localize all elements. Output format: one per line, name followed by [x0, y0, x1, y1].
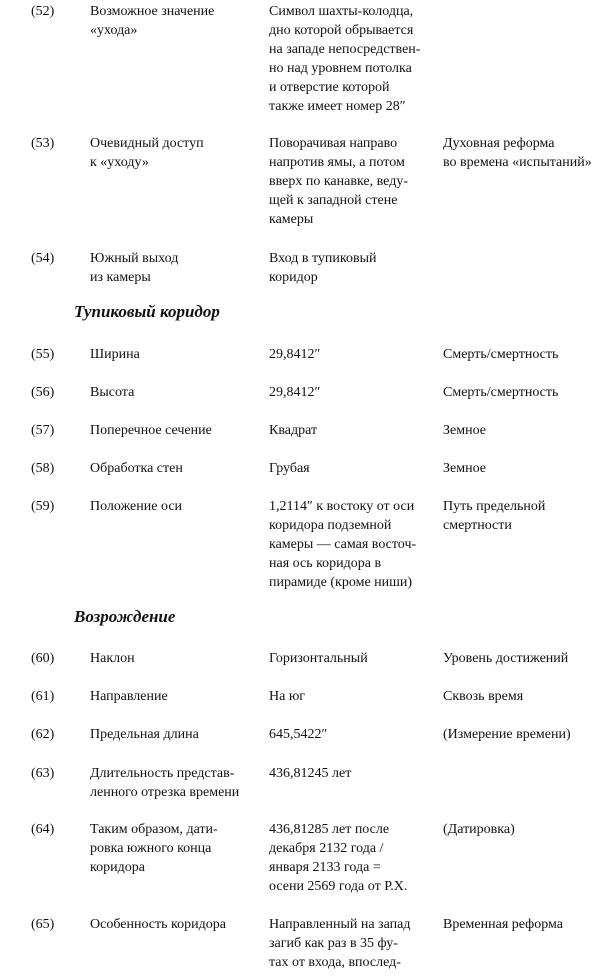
parameter-meaning: Духовная реформа во времена «испытаний» — [443, 136, 592, 170]
entry-number: (56) — [31, 385, 55, 400]
parameter-value: Квадрат — [269, 423, 318, 438]
parameter-meaning: (Датировка) — [443, 822, 515, 837]
parameter-name: Обработка стен — [90, 461, 183, 476]
entry-number: (52) — [31, 4, 55, 19]
entry-number: (65) — [31, 917, 55, 932]
parameter-name: Длительность представ- ленного отрезка времени — [90, 766, 240, 800]
parameter-meaning: (Измерение времени) — [443, 727, 571, 742]
parameter-meaning: Земное — [443, 461, 486, 476]
entry-number: (55) — [31, 347, 55, 362]
parameter-name: Таким образом, дати- ровка южного конца коридора — [90, 822, 218, 875]
entry-number: (53) — [31, 136, 55, 151]
parameter-meaning: Уровень достижений — [443, 651, 569, 666]
parameter-value: На юг — [269, 689, 306, 704]
parameter-value: Вход в тупиковый коридор — [269, 251, 377, 285]
parameter-value: 436,81285 лет после декабря 2132 года / января 2133 года = осени 2569 года от Р.Х. — [269, 822, 408, 894]
entry-number: (59) — [31, 499, 55, 514]
parameter-value: Поворачивая направо напротив ямы, а потом вверх по канавке, веду- щей к западной стене камеры — [269, 136, 408, 227]
parameter-value: Горизонтальный — [269, 651, 368, 666]
entry-number: (58) — [31, 461, 55, 476]
parameter-name: Предельная длина — [90, 727, 199, 742]
parameter-meaning: Сквозь время — [443, 689, 524, 704]
parameter-meaning: Смерть/смертность — [443, 347, 559, 362]
entry-number: (62) — [31, 727, 55, 742]
entry-number: (64) — [31, 822, 55, 837]
entry-number: (61) — [31, 689, 55, 704]
parameter-value: Направленный на запад загиб как раз в 35 фу- тах от входа, впослед- — [269, 917, 411, 970]
parameter-meaning: Смерть/смертность — [443, 385, 559, 400]
parameter-name: Наклон — [90, 651, 135, 666]
parameter-meaning: Путь предельной смертности — [443, 499, 546, 533]
parameter-value: Символ шахты-колодца, дно которой обрывается на западе непосредствен- но над уровнем потолка и отверстие которой также имеет номер 28″ — [269, 4, 421, 114]
parameter-value: Грубая — [269, 461, 310, 476]
parameter-value: 436,81245 лет — [269, 766, 352, 781]
parameter-meaning: Временная реформа — [443, 917, 563, 932]
parameter-meaning: Земное — [443, 423, 486, 438]
parameter-name: Возможное значение «ухода» — [90, 4, 215, 38]
parameter-name: Особенность коридора — [90, 917, 226, 932]
parameter-value: 29,8412″ — [269, 347, 321, 362]
parameter-name: Направление — [90, 689, 168, 704]
entry-number: (60) — [31, 651, 55, 666]
parameter-name: Ширина — [90, 347, 140, 362]
section-heading: Тупиковый коридор — [74, 302, 220, 321]
parameter-name: Очевидный доступ к «уходу» — [90, 136, 204, 170]
parameter-name: Высота — [90, 385, 135, 400]
section-heading: Возрождение — [74, 607, 176, 626]
parameter-value: 29,8412″ — [269, 385, 321, 400]
entry-number: (57) — [31, 423, 55, 438]
parameter-value: 1,2114″ к востоку от оси коридора подземной камеры — самая восточ- ная ось коридора в пирамиде (кроме ниши) — [269, 499, 417, 590]
parameter-name: Положение оси — [90, 499, 183, 514]
entry-number: (54) — [31, 251, 55, 266]
parameter-name: Поперечное сечение — [90, 423, 212, 438]
parameter-name: Южный выход из камеры — [90, 251, 179, 285]
parameter-value: 645,5422″ — [269, 727, 328, 742]
entry-number: (63) — [31, 766, 55, 781]
